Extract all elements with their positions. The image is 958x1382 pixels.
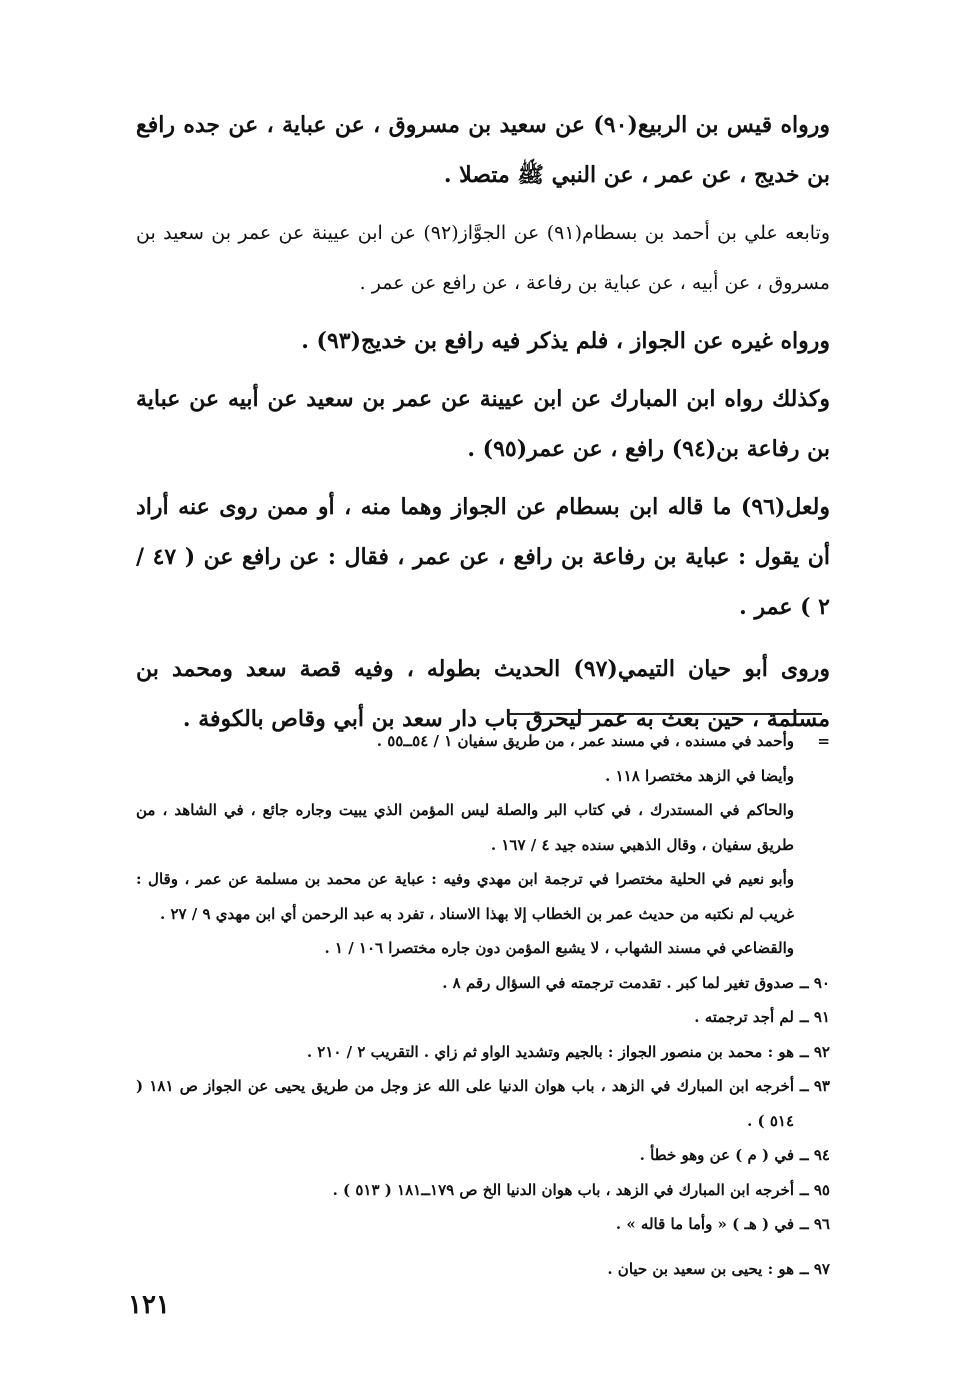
footnote-number: ٩٣ ــ	[799, 1077, 830, 1095]
paragraph: ورواه غيره عن الجواز ، فلم يذكر فيه رافع بن خديج(٩٣) .	[301, 328, 830, 354]
footnote-97	[136, 1252, 830, 1287]
main-text	[136, 100, 830, 752]
continuation-line: وأيضا في الزهد مختصرا ١١٨ .	[605, 766, 794, 785]
footnotes	[136, 724, 830, 1286]
footnote-number: ٩٦ ــ	[799, 1215, 830, 1233]
continuation-line: وأحمد في مسنده ، في مسند عمر ، من طريق سفيان ١ / ٥٤ــ٥٥ .	[376, 732, 794, 750]
footnote-91	[136, 1000, 830, 1035]
footnote-number: ٩٠ ــ	[799, 973, 830, 992]
footnote-94	[136, 1138, 830, 1173]
footnote-text: أخرجه ابن المبارك في الزهد ، باب هوان الدنيا على الله عز وجل من طريق يحيى عن الجواز ص ١٨١ ( ٥١٤ ) .	[136, 1077, 794, 1130]
footnote-continuation	[136, 724, 830, 966]
footnote-number: ٩٧ ــ	[799, 1259, 830, 1278]
footnote-separator	[507, 713, 822, 715]
footnote-number: ٩٥ ــ	[799, 1180, 830, 1199]
footnote-93	[136, 1069, 830, 1138]
page-number: ١٢١	[128, 1290, 170, 1320]
paragraph: وتابعه علي بن أحمد بن بسطام(٩١) عن الجوَّاز(٩٢) عن ابن عيينة عن عمر بن سعيد بن مسروق ، عن أبيه ، عن عباية بن رفاعة ، عن رافع عن عمر .	[136, 222, 830, 294]
continuation-marker: =	[817, 732, 830, 750]
footnote-text: أخرجه ابن المبارك في الزهد ، باب هوان الدنيا الخ ص ١٧٩ــ١٨١ ( ٥١٣ ) .	[332, 1180, 794, 1199]
footnote-96	[136, 1207, 830, 1242]
footnote-number: ٩١ ــ	[799, 1008, 830, 1026]
footnote-text: لم أجد ترجمته .	[694, 1008, 794, 1026]
paragraph: ورواه قيس بن الربيع(٩٠) عن سعيد بن مسروق ، عن عباية ، عن جده رافع بن خديج ، عن عمر ، عن النبي ﷺ متصلا .	[136, 112, 830, 188]
paragraph: وروى أبو حيان التيمي(٩٧) الحديث بطوله ، وفيه قصة سعد ومحمد بن مسلمة ، حين بعث به عمر ليحرق باب دار سعد بن أبي وقاص بالكوفة .	[136, 656, 830, 732]
footnote-text: هو : يحيى بن سعيد بن حيان .	[607, 1259, 794, 1278]
footnote-text: صدوق تغير لما كبر . تقدمت ترجمته في السؤال رقم ٨ .	[442, 973, 794, 992]
footnote-text: هو : محمد بن منصور الجواز : بالجيم وتشديد الواو ثم زاي . التقريب ٢ / ٢١٠ .	[306, 1042, 794, 1061]
footnote-number: ٩٢ ــ	[799, 1042, 830, 1061]
paragraph: وكذلك رواه ابن المبارك عن ابن عيينة عن عمر بن سعيد عن أبيه عن عباية بن رفاعة بن(٩٤) رافع ، عن عمر(٩٥) .	[136, 386, 830, 462]
footnote-text: في ( هـ ) « وأما ما قاله » .	[615, 1215, 794, 1233]
paragraph: ولعل(٩٦) ما قاله ابن بسطام عن الجواز وهما منه ، أو ممن روى عنه أراد أن يقول : عباية بن رفاعة بن رافع ، عن عمر ، فقال : عن رافع عن ( ٤٧ / ٢ ) عمر .	[136, 494, 831, 620]
continuation-line: والقضاعي في مسند الشهاب ، لا يشبع المؤمن دون جاره مختصرا ١٠٦ / ١ .	[324, 939, 794, 957]
footnote-number: ٩٤ ــ	[799, 1146, 830, 1164]
continuation-line: وأبو نعيم في الحلية مختصرا في ترجمة ابن مهدي وفيه : عباية عن محمد بن مسلمة عن عمر ، وقال : غريب لم نكتبه من حديث عمر بن الخطاب إلا بهذا الاسناد ، تفرد به عبد الرحمن أي ابن مهدي ٩ / ٢٧ .	[136, 870, 794, 923]
footnote-92	[136, 1035, 830, 1070]
footnote-90	[136, 966, 830, 1001]
footnote-95	[136, 1173, 830, 1208]
continuation-line: والحاكم في المستدرك ، في كتاب البر والصلة ليس المؤمن الذي يبيت وجاره جائع ، في الشاهد ، من طريق سفيان ، وقال الذهبي سنده جيد ٤ / ١٦٧ .	[136, 801, 794, 854]
footnote-text: في ( م ) عن وهو خطأ .	[639, 1146, 794, 1164]
